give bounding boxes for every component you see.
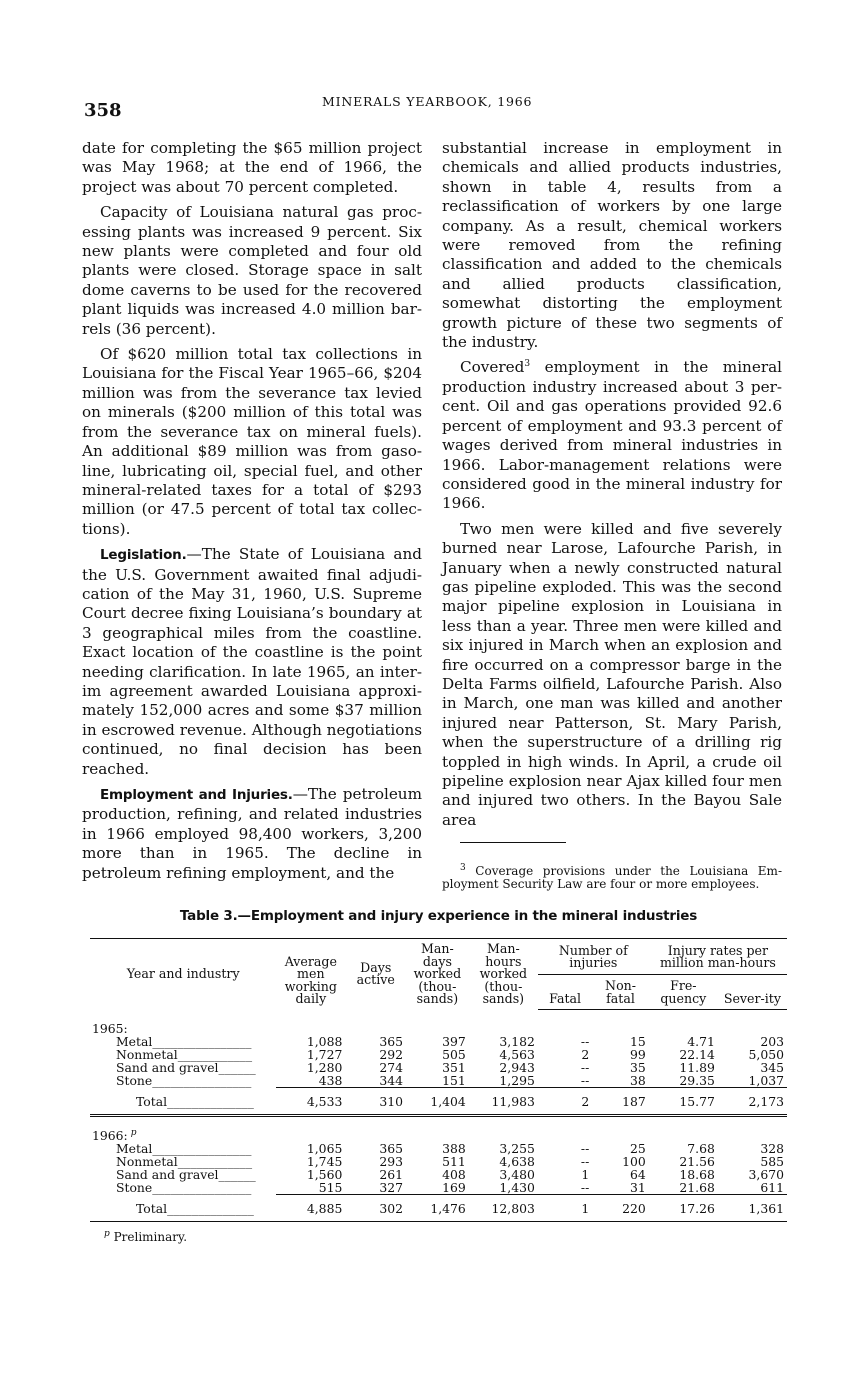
year-text: 1965:: [92, 1021, 128, 1036]
header-days-active: Days active: [356, 959, 395, 988]
cell-man-days: 505: [442, 1047, 466, 1062]
cell-man-days: 511: [442, 1154, 466, 1169]
header-fatal: Fatal: [538, 974, 592, 1010]
cell-men: 1,088: [306, 1034, 343, 1049]
industry-label: Metal________________: [116, 1034, 252, 1049]
header-man-days: Man-days worked (thou-sands): [413, 941, 462, 1006]
cell-nonfatal: 64: [630, 1167, 646, 1182]
cell-men: 1,727: [306, 1047, 343, 1062]
industry-label: Stone________________: [116, 1073, 252, 1089]
paragraph: date for completing the $65 million project was May 1968; at the end of 1966, the project was about 70 percent completed.: [82, 139, 422, 196]
total-man-days: 1,476: [406, 1195, 469, 1222]
cell-man-hours: 3,182: [499, 1034, 535, 1049]
total-frequency: 15.77: [649, 1088, 718, 1116]
total-nonfatal: 187: [592, 1088, 649, 1116]
total-row: [90, 1088, 787, 1116]
right-column: [442, 139, 782, 897]
year-row: [90, 1116, 787, 1143]
cell-severity: 328: [760, 1141, 784, 1156]
cell-fatal: --: [580, 1154, 590, 1169]
cell-frequency: 29.35: [679, 1073, 715, 1088]
paragraph-text: Covered: [460, 358, 525, 377]
cell-men: 515: [318, 1180, 343, 1195]
industry-label: Metal________________: [116, 1141, 252, 1156]
cell-nonfatal: 38: [630, 1073, 646, 1088]
total-days: 310: [345, 1088, 406, 1116]
header-average-men: Average men working daily: [284, 953, 337, 1006]
cell-nonfatal: 35: [630, 1060, 646, 1075]
cell-fatal: 1: [581, 1167, 590, 1182]
table-footnote-text: Preliminary.: [109, 1230, 188, 1244]
cell-fatal: 2: [581, 1047, 590, 1062]
table-row: [90, 1074, 787, 1088]
cell-nonfatal: 15: [630, 1034, 646, 1049]
total-fatal: 2: [538, 1088, 592, 1116]
paragraph-text: —The petroleum production, refining, and related industries in 1966 employed 98,400 workers, 3,200 more than in 1965. The decline in petroleum refining employment, and the: [82, 785, 422, 882]
cell-frequency: 22.14: [679, 1047, 715, 1062]
table-footnote: [104, 1230, 187, 1244]
cell-man-days: 397: [442, 1034, 466, 1049]
total-nonfatal: 220: [592, 1195, 649, 1222]
cell-days: 274: [379, 1060, 404, 1075]
header-frequency: Fre-quency: [649, 974, 718, 1010]
paragraph: Capacity of Louisiana natural gas processing plants was increased 9 percent. Six new plants were completed and four old plants were closed. Storage space in salt dome caverns to be used for the recovered plant liquids was increased 4.0 million barrels (36 percent).: [82, 203, 422, 338]
paragraph-legislation: [82, 545, 422, 779]
cell-severity: 3,670: [748, 1167, 784, 1182]
industry-label: Nonmetal____________: [116, 1047, 253, 1062]
cell-severity: 585: [760, 1154, 784, 1169]
industry-label: Nonmetal____________: [116, 1154, 253, 1169]
total-man-hours: 11,983: [469, 1088, 538, 1116]
cell-nonfatal: 31: [630, 1180, 646, 1195]
header-year-industry: Year and industry: [126, 966, 240, 981]
year-text: 1966:: [92, 1128, 128, 1143]
cell-days: 293: [379, 1154, 404, 1169]
cell-days: 344: [379, 1073, 404, 1088]
paragraph: [442, 358, 782, 513]
header-number-injuries: Number of injuries: [538, 939, 649, 975]
cell-man-hours: 2,943: [499, 1060, 535, 1075]
cell-fatal: --: [580, 1141, 590, 1156]
cell-severity: 1,037: [748, 1073, 784, 1088]
cell-men: 1,745: [306, 1154, 343, 1169]
total-days: 302: [345, 1195, 406, 1222]
cell-frequency: 21.56: [679, 1154, 715, 1169]
cell-man-days: 151: [442, 1073, 466, 1088]
cell-man-hours: 4,638: [499, 1154, 535, 1169]
table-title: Table 3.—Employment and injury experience in the mineral industries: [179, 908, 698, 924]
total-severity: 2,173: [718, 1088, 787, 1116]
total-fatal: 1: [538, 1195, 592, 1222]
cell-severity: 203: [760, 1034, 784, 1049]
paragraph: Of $620 million total tax collections in Louisiana for the Fiscal Year 1965–66, $204 million was from the severance tax levied on minerals ($200 million of this total was from the severance tax on mineral fuels). An additional $89 million was from gasoline, lubricating oil, special fuel, and other mineral-related taxes for a total of $293 million (or 47.5 percent of total tax collections).: [82, 345, 422, 538]
cell-man-days: 388: [442, 1141, 466, 1156]
paragraph-text: —The State of Louisiana and the U.S. Government awaited final adjudication of the May 31, 1960, U.S. Supreme Court decree fixing Louisiana’s boundary at 3 geographical miles from the coastline. Exact location of the coastline is the point needing clarification. In late 1965, an interim agreement awarded Louisiana approximately 152,000 acres and some $37 million in escrowed revenue. Although negotiations continued, no final decision has been reached.: [82, 545, 423, 778]
cell-man-hours: 4,563: [499, 1047, 535, 1062]
cell-frequency: 21.68: [679, 1180, 715, 1195]
cell-nonfatal: 99: [630, 1047, 646, 1062]
cell-man-hours: 3,255: [499, 1141, 535, 1156]
cell-days: 327: [379, 1180, 404, 1195]
cell-man-hours: 1,295: [499, 1073, 535, 1088]
cell-frequency: 7.68: [687, 1141, 715, 1156]
paragraph-employment: [82, 785, 422, 883]
cell-frequency: 4.71: [687, 1034, 715, 1049]
cell-days: 292: [379, 1047, 404, 1062]
left-column: [82, 139, 422, 889]
cell-man-hours: 3,480: [499, 1167, 535, 1182]
industry-label: Sand and gravel______: [116, 1167, 256, 1182]
table-footnote-mark: p: [104, 1229, 110, 1239]
header-severity: Sever-ity: [718, 974, 787, 1010]
paragraph: substantial increase in employment in chemicals and allied products industries, shown in table 4, results from a reclassification of workers by one large company. As a result, chemical workers were removed from the refining classification and added to the chemicals and allied products classification, somewhat distorting the employment growth picture of these two segments of the industry.: [442, 139, 782, 352]
footnote: [442, 865, 782, 891]
cell-fatal: --: [580, 1073, 590, 1088]
cell-men: 1,065: [306, 1141, 343, 1156]
cell-days: 261: [379, 1167, 404, 1182]
total-man-hours: 12,803: [469, 1195, 538, 1222]
cell-nonfatal: 25: [630, 1141, 646, 1156]
cell-frequency: 18.68: [679, 1167, 715, 1182]
preliminary-mark: p: [130, 1127, 137, 1138]
year-label: [90, 1010, 787, 1036]
table-body: [90, 1010, 787, 1222]
header-nonfatal: Non-fatal: [592, 974, 649, 1010]
total-label: Total______________: [136, 1200, 254, 1216]
total-frequency: 17.26: [649, 1195, 718, 1222]
cell-fatal: --: [580, 1060, 590, 1075]
total-men: 4,885: [276, 1195, 345, 1222]
total-men: 4,533: [276, 1088, 345, 1116]
cell-days: 365: [379, 1141, 404, 1156]
total-row: [90, 1195, 787, 1222]
cell-frequency: 11.89: [679, 1060, 715, 1075]
page-number: 358: [84, 100, 122, 121]
cell-severity: 5,050: [748, 1047, 784, 1062]
cell-man-days: 408: [442, 1167, 466, 1182]
run-in-heading: Legislation.: [100, 547, 187, 564]
year-row: [90, 1010, 787, 1036]
paragraph-text: employment in the mineral production industry increased about 3 percent. Oil and gas operations provided 92.6 percent of employment and 93.3 percent of wages derived from mineral industries in 1966. Labor-management relations were considered good in the mineral industry for 1966.: [442, 358, 782, 513]
total-severity: 1,361: [718, 1195, 787, 1222]
cell-men: 1,560: [306, 1167, 343, 1182]
header-injury-rates: Injury rates per million man-hours: [649, 939, 787, 975]
year-label: [90, 1116, 787, 1143]
cell-man-hours: 1,430: [499, 1180, 535, 1195]
footnote-rule: [460, 842, 566, 843]
running-head: MINERALS YEARBOOK, 1966: [322, 94, 533, 109]
cell-men: 438: [318, 1073, 343, 1088]
cell-days: 365: [379, 1034, 404, 1049]
employment-injury-table: [90, 938, 787, 1222]
industry-label: Stone________________: [116, 1180, 252, 1196]
table-row: [90, 1181, 787, 1195]
total-man-days: 1,404: [406, 1088, 469, 1116]
industry-label: Sand and gravel______: [116, 1060, 256, 1075]
cell-men: 1,280: [306, 1060, 343, 1075]
cell-man-days: 351: [442, 1060, 466, 1075]
cell-severity: 611: [760, 1180, 784, 1195]
run-in-heading: Employment and Injuries.: [100, 787, 293, 803]
cell-nonfatal: 100: [622, 1154, 646, 1169]
cell-man-days: 169: [442, 1180, 466, 1195]
footnote-text: Coverage provisions under the Louisiana Employment Security Law are four or more employees.: [442, 864, 782, 892]
total-label: Total______________: [90, 1088, 276, 1116]
header-man-hours: Man-hours worked (thou-sands): [479, 941, 528, 1006]
paragraph: Two men were killed and five severely burned near Larose, Lafourche Parish, in January when a newly constructed natural gas pipeline exploded. This was the second major pipeline explosion in Louisiana in less than a year. Three men were killed and six injured in March when an explosion and fire occurred on a compressor barge in the Delta Farms oilfield, Lafourche Parish. Also in March, one man was killed and another injured near Patterson, St. Mary Parish, when the superstructure of a drilling rig toppled in high winds. In April, a crude oil pipeline explosion near Ajax killed four men and injured two others. In the Bayou Sale area: [442, 519, 782, 829]
cell-fatal: --: [580, 1180, 590, 1195]
footnote-mark: 3: [460, 863, 466, 874]
footnote-reference: 3: [524, 359, 531, 370]
cell-fatal: --: [580, 1034, 590, 1049]
cell-severity: 345: [760, 1060, 784, 1075]
